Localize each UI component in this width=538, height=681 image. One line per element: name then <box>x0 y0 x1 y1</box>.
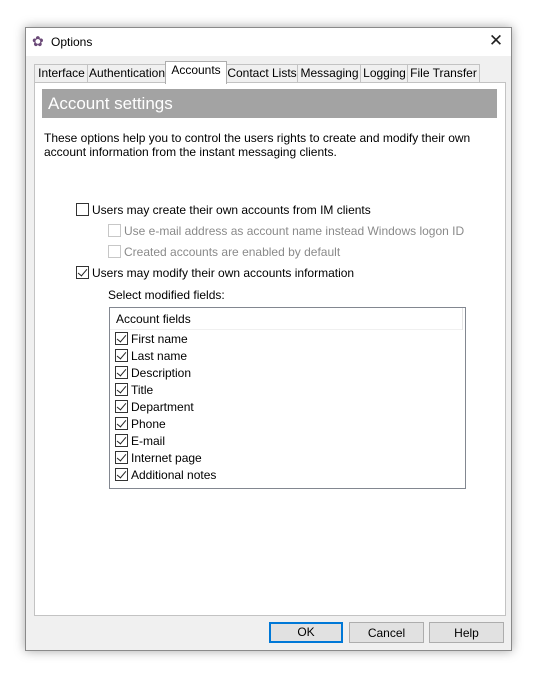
tab-interface[interactable]: Interface <box>34 64 89 83</box>
list-item[interactable] <box>115 433 165 450</box>
checkbox-box[interactable] <box>115 468 128 481</box>
tab-file-transfer[interactable]: File Transfer <box>407 64 480 83</box>
tab-authentication[interactable]: Authentication <box>87 64 167 83</box>
checkbox-label: Use e-mail address as account name instead Windows logon ID <box>124 224 465 238</box>
checkbox-box[interactable] <box>76 203 89 216</box>
section-description: These options help you to control the users rights to create and modify their own account information from the instant messaging clients. <box>44 131 471 159</box>
checkbox-box[interactable] <box>115 383 128 396</box>
list-item-label: Additional notes <box>131 468 217 482</box>
list-item-label: Description <box>131 366 192 380</box>
tab-strip <box>34 61 504 83</box>
list-item[interactable] <box>115 399 194 416</box>
checkbox-label: Users may create their own accounts from IM clients <box>92 203 371 217</box>
list-item[interactable] <box>115 348 187 365</box>
accounts-panel <box>34 82 506 616</box>
checkbox-box[interactable] <box>115 400 128 413</box>
close-icon[interactable]: ✕ <box>488 31 504 50</box>
column-divider[interactable] <box>462 308 463 330</box>
tab-messaging[interactable]: Messaging <box>297 64 362 83</box>
section-header: Account settings <box>42 89 497 118</box>
title-bar[interactable] <box>26 28 511 56</box>
list-item-label: Phone <box>131 417 166 431</box>
list-item-label: Internet page <box>131 451 202 465</box>
checkbox-box[interactable] <box>115 451 128 464</box>
list-item-label: Department <box>131 400 194 414</box>
list-item-label: E-mail <box>131 434 166 448</box>
window-title: Options <box>51 35 93 49</box>
checkbox-box[interactable] <box>108 224 121 237</box>
list-item-label: Last name <box>131 349 188 363</box>
checkbox-label: Created accounts are enabled by default <box>124 245 341 259</box>
list-column-header[interactable]: Account fields <box>110 308 463 330</box>
checkbox-box[interactable] <box>76 266 89 279</box>
tab-logging[interactable]: Logging <box>360 64 409 83</box>
tab-contact-lists[interactable]: Contact Lists <box>225 64 299 83</box>
gear-icon: ✿ <box>32 33 44 49</box>
checkbox-box[interactable] <box>115 332 128 345</box>
checkbox-box[interactable] <box>115 366 128 379</box>
checkbox-box[interactable] <box>115 417 128 430</box>
list-item[interactable] <box>115 467 216 484</box>
select-fields-label: Select modified fields: <box>108 288 225 302</box>
list-item[interactable] <box>115 450 202 467</box>
checkbox-box[interactable] <box>115 349 128 362</box>
help-button[interactable]: Help <box>429 622 504 643</box>
checkbox-label: Users may modify their own accounts information <box>92 266 355 280</box>
use-email-checkbox[interactable] <box>108 224 464 240</box>
create-accounts-checkbox[interactable] <box>76 203 371 219</box>
tab-accounts[interactable]: Accounts <box>165 61 227 84</box>
checkbox-box[interactable] <box>108 245 121 258</box>
list-item[interactable] <box>115 416 166 433</box>
created-enabled-checkbox[interactable] <box>108 245 340 261</box>
list-item[interactable] <box>115 365 191 382</box>
account-fields-list[interactable] <box>109 307 466 489</box>
checkbox-box[interactable] <box>115 434 128 447</box>
cancel-button[interactable]: Cancel <box>349 622 424 643</box>
list-item[interactable] <box>115 382 153 399</box>
list-item[interactable] <box>115 331 188 348</box>
modify-accounts-checkbox[interactable] <box>76 266 354 282</box>
list-item-label: Title <box>131 383 154 397</box>
options-dialog <box>25 27 512 651</box>
ok-button[interactable]: OK <box>269 622 343 643</box>
list-item-label: First name <box>131 332 188 346</box>
